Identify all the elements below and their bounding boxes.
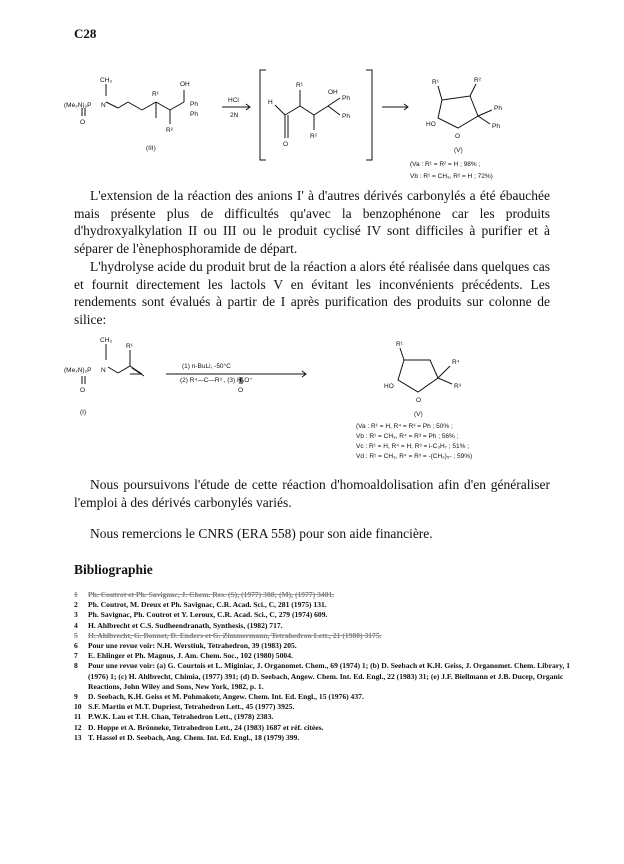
reference-list [74, 590, 574, 743]
reference-text: Ph. Savignac, Ph. Coutrot et Y. Leroux, C.R. Acad. Sci., C, 279 (1974) 609. [88, 610, 328, 620]
scheme2-ho-product: HO [384, 383, 394, 390]
scheme2-product-label: (V) [414, 411, 423, 418]
scheme1-o-product: O [455, 133, 461, 140]
reference-number: 8 [74, 661, 78, 671]
reference-text: Pour une revue voir: (a) G. Courtois et L. Miginiac, J. Organomet. Chem., 69 (1974) 1; (b) D. Seebach et K.H. Geiss, J. Organomet. Chem. Library, 1 (1976) 1; (c) H. Ahlbrecht, Chimia, (1977) 391; (d) D. Seebach, Angew. Chem. Int. Ed. Engl., 22 (1983) 31; (e) J.F. Biellmann et J.B. Ducep, Organic Reactions, John Wiley and Sons, New York, 1982, p. 1. [88, 661, 571, 691]
reference-item [74, 641, 574, 651]
scheme2-r4-product: R⁴ [452, 359, 460, 366]
scheme1-reagent-bottom: 2N [230, 112, 239, 119]
reference-text: S.F. Martin et M.T. Dupriest, Tetrahedron Lett., 45 (1977) 3925. [88, 702, 295, 712]
paragraph-extension: L'extension de la réaction des anions I' à d'autres dérivés carbonylés a été ébauchée mais présente plus de difficultés qu'avec la benzophénone car les produits d'hydroxyalkylation II ou III ou le produit cyclisé IV sont difficiles à purifier et à séparer de l'ènephosphoramide de départ. [74, 188, 550, 256]
scheme1-h-intermediate: H [268, 99, 273, 106]
scheme2-o-reagent: O [238, 387, 244, 394]
scheme1-r2-product: R² [474, 77, 481, 84]
acknowledgement: Nous remercions le CNRS (ERA 558) pour son aide financière. [90, 526, 433, 541]
paragraph-hydrolysis: L'hydrolyse acide du produit brut de la réaction a alors été réalisée dans quelques cas et fournit directement les lactols V en évitant les inconvénients précédents. Les rendements sont évalués à partir de I après purification des produits sur colonne de silice: [74, 259, 550, 327]
scheme1-ph-intermediate-1: Ph [342, 95, 350, 102]
scheme2-r1-reactant: R¹ [126, 343, 133, 350]
reference-number: 9 [74, 692, 78, 702]
reference-number: 4 [74, 620, 78, 630]
scheme1-r1-reactant: R¹ [152, 91, 159, 98]
reference-text: Ph. Coutrot et Ph. Savignac, J. Chem. Res. (S), (1977) 308; (M), (1977) 3401. [88, 590, 335, 599]
scheme1-ph-reactant-2: Ph [190, 111, 198, 118]
scheme2-step-1: (1) n-BuLi, -50°C [182, 363, 231, 370]
scheme2-step-2: (2) R⁴—C—R³ , (3) H₃O⁺ [180, 377, 253, 384]
scheme2-r1-product: R¹ [396, 341, 403, 348]
reference-text: D. Hoppe et A. Brönneke, Tetrahedron Lett., 24 (1983) 1687 et réf. citées. [88, 722, 324, 732]
reference-item [74, 723, 574, 733]
scheme2-condition-4: Vd : R¹ = CH₃, R⁴ = R³ = -(CH₂)₅- ; 59%) [356, 453, 473, 460]
scheme1-ho-product: HO [426, 121, 436, 128]
scheme1-n-atom: N [101, 102, 106, 109]
scheme1-product-label: (V) [454, 147, 463, 154]
reference-text: D. Seebach, K.H. Geiss et M. Pohmakotr, Angew. Chem. Int. Ed. Engl., 15 (1976) 437. [88, 692, 364, 702]
scheme1-reagent-top: HCl [228, 97, 239, 104]
reference-item [74, 610, 574, 620]
reference-item [74, 733, 574, 743]
reference-number: 10 [74, 702, 82, 712]
reference-number: 2 [74, 600, 78, 610]
paragraph-conclusion: Nous poursuivons l'étude de cette réaction d'homoaldolisation afin d'en généraliser l'emploi à des dérivés carbonylés variés. [74, 477, 550, 510]
scheme2-reactant-label: (I) [80, 409, 87, 416]
reference-item [74, 631, 574, 641]
reference-number: 11 [74, 712, 82, 722]
scheme2-ch3: CH₃ [100, 337, 113, 344]
scheme1-ph-product-1: Ph [494, 105, 502, 112]
scheme1-r1-product: R¹ [432, 79, 439, 86]
reference-text: Ph. Coutrot, M. Dreux et Ph. Savignac, C.R. Acad. Sci., C, 281 (1975) 131. [88, 600, 327, 610]
scheme1-oh-intermediate: OH [328, 89, 338, 96]
scheme2-o-product: O [416, 397, 422, 404]
reference-text: E. Ehlinger et Ph. Magnus, J. Am. Chem. Soc., 102 (1980) 5004. [88, 651, 293, 661]
scheme1-o-intermediate: O [283, 141, 289, 148]
page-number: C28 [74, 26, 97, 41]
scheme2-condition-2: Vb : R¹ = CH₃, R⁴ = R³ = Ph ; 56% ; [356, 433, 459, 440]
reference-item [74, 590, 574, 600]
reference-number: 13 [74, 732, 82, 742]
scheme1-ph-intermediate-2: Ph [342, 113, 350, 120]
scheme2-condition-1: (Va : R¹ = H, R⁴ = R³ = Ph ; 50% ; [356, 423, 453, 430]
reference-number: 1 [74, 590, 78, 599]
scheme1-condition-1: (Va : R¹ = R² = H ; 98% ; [410, 161, 481, 168]
scheme2-r3-product: R³ [454, 383, 461, 390]
reference-text: H. Ahlbrecht et C.S. Sudheendranath, Synthesis, (1982) 717. [88, 620, 283, 630]
scheme1-r2-intermediate: R² [310, 133, 317, 140]
scheme1-ch3: CH₃ [100, 77, 113, 84]
reference-text: Pour une revue voir: N.H. Werstiuk, Tetrahedron, 39 (1983) 205. [88, 641, 297, 651]
scheme1-r1-intermediate: R¹ [296, 82, 303, 89]
reference-item [74, 712, 574, 722]
reference-item [74, 692, 574, 702]
scheme2-condition-3: Vc : R¹ = H, R⁴ = H, R³ = i-C₃H₇ ; 51% ; [356, 443, 469, 450]
scheme1-oh-reactant: OH [180, 81, 190, 88]
scheme1-reactant-group: (Me₂N)₂P [64, 102, 92, 109]
reference-text: P.W.K. Lau et T.H. Chan, Tetrahedron Lett., (1978) 2383. [88, 712, 274, 722]
reference-number: 5 [74, 630, 78, 640]
reference-item [74, 651, 574, 661]
reference-item [74, 702, 574, 712]
reference-item [74, 661, 574, 692]
scheme1-reactant-label: (III) [146, 145, 156, 152]
reference-number: 6 [74, 641, 78, 651]
reference-number: 7 [74, 651, 78, 661]
scheme1-ph-reactant-1: Ph [190, 101, 198, 108]
reference-item [74, 600, 574, 610]
reference-text: T. Hassel et D. Seebach, Ang. Chem. Int. Ed. Engl., 18 (1979) 399. [88, 732, 300, 742]
scheme1-condition-2: Vb : R¹ = CH₃, R² = H ; 72%) [410, 173, 493, 180]
reference-text: H. Ahlbrecht, G. Bonnet, D. Enders et G. Zimmermann, Tetrahedron Lett., 21 (1980) 3175. [88, 630, 382, 640]
scheme2-reactant-group: (Me₂N)₂P [64, 367, 92, 374]
reaction-scheme-2 [0, 330, 624, 460]
scheme1-r2-reactant: R² [166, 127, 173, 134]
reference-item [74, 621, 574, 631]
scheme1-ph-product-2: Ph [492, 123, 500, 130]
scheme2-o-reactant: O [80, 387, 86, 394]
reference-number: 12 [74, 722, 82, 732]
scheme1-o-reactant: O [80, 119, 86, 126]
bibliography-title: Bibliographie [74, 562, 153, 577]
reference-number: 3 [74, 610, 78, 620]
scheme2-n-atom: N [101, 367, 106, 374]
